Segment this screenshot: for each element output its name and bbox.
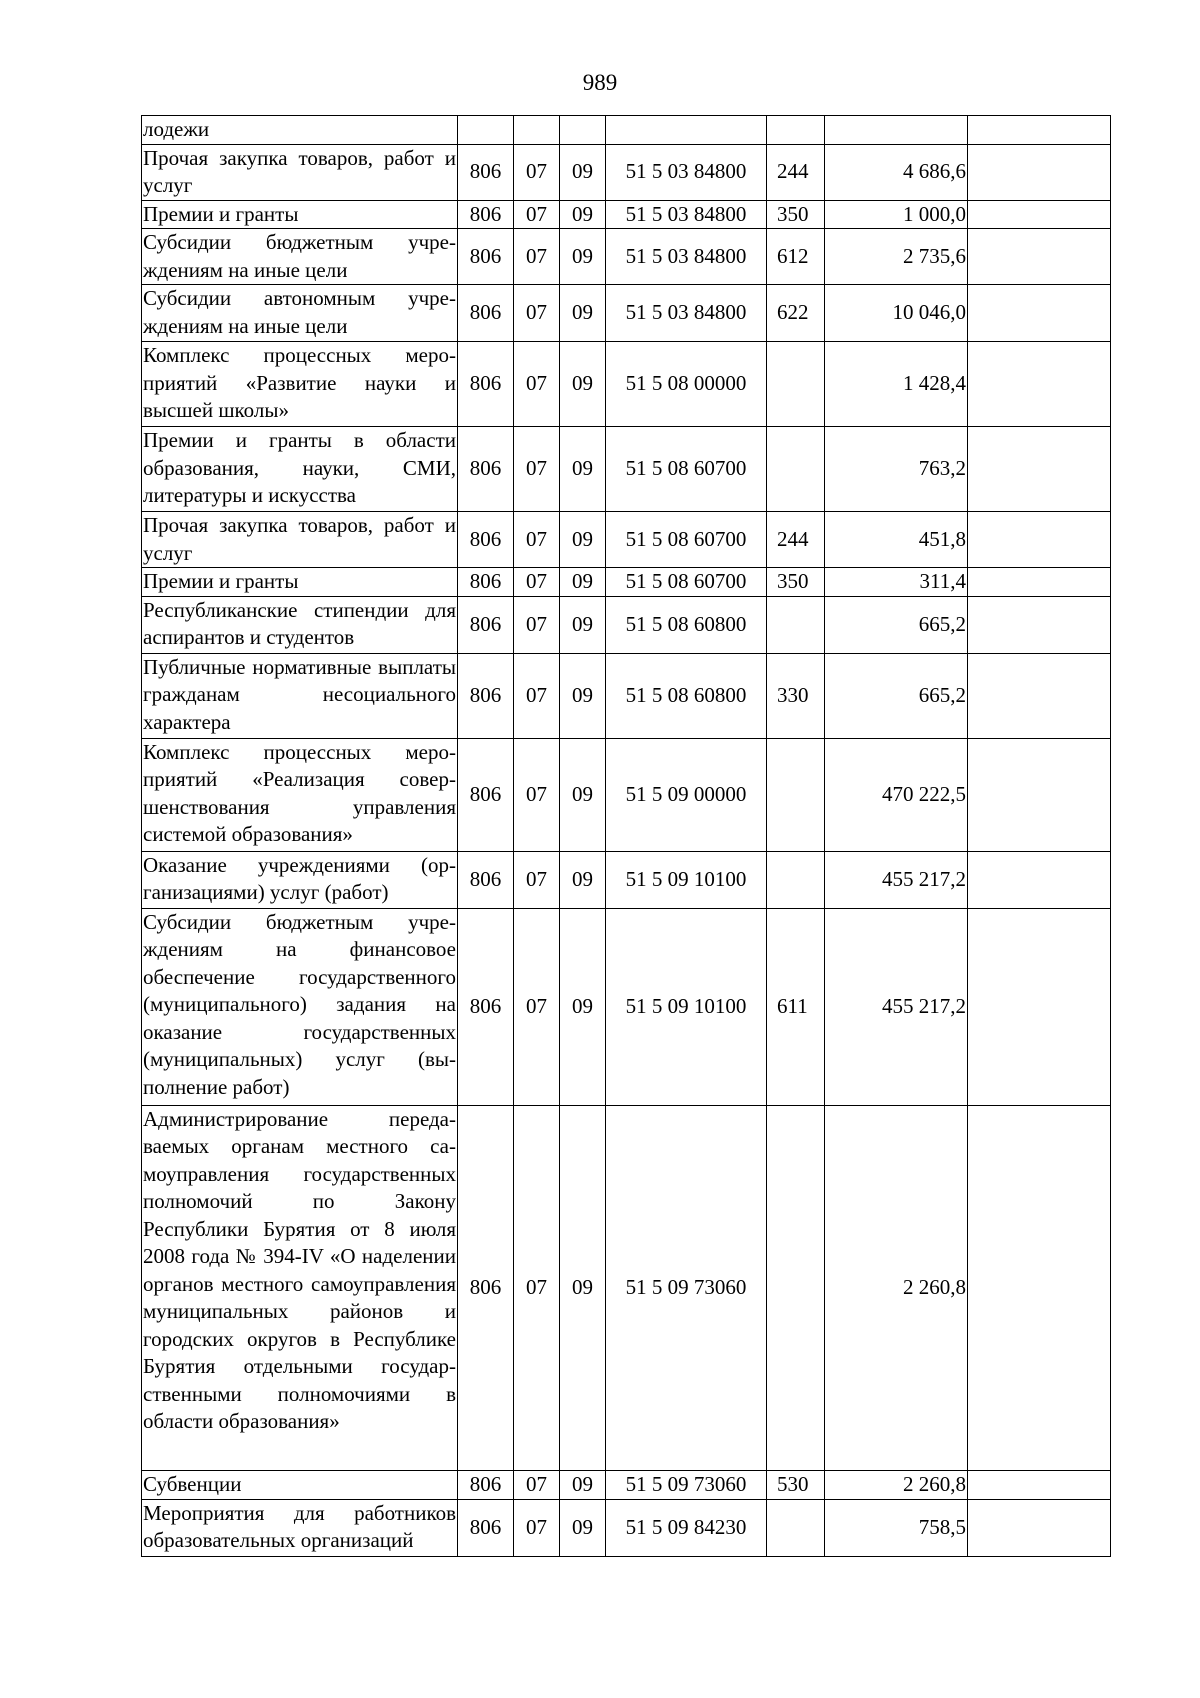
row-section-code: 07 <box>514 427 560 512</box>
row-ministry-code: 806 <box>458 653 514 738</box>
row-name: Администрирование передаваемых органам местного самоуправления государственных полномочий по Закону Республики Бурятия от 8 июля 2008 года № 394-IV «О наделении органов местного самоуправления муниципальных районов и городских округов в Республике Бурятия отдельными государственными полномочиями в области образования» <box>142 1105 458 1470</box>
row-expense-type: 350 <box>767 200 825 229</box>
row-name: Прочая закупка товаров, работ и услуг <box>142 144 458 200</box>
row-section-code: 07 <box>514 285 560 342</box>
table-row <box>142 1470 1111 1499</box>
row-extra <box>968 200 1111 229</box>
row-amount: 455 217,2 <box>825 851 968 908</box>
row-target-article: 51 5 03 84800 <box>606 144 767 200</box>
row-ministry-code: 806 <box>458 851 514 908</box>
row-name: лодежи <box>142 116 458 145</box>
row-target-article: 51 5 09 10100 <box>606 908 767 1105</box>
row-target-article: 51 5 09 10100 <box>606 851 767 908</box>
table-row <box>142 851 1111 908</box>
row-ministry-code: 806 <box>458 568 514 597</box>
row-subsection-code: 09 <box>560 285 606 342</box>
row-extra <box>968 568 1111 597</box>
row-subsection-code: 09 <box>560 1105 606 1470</box>
row-expense-type: 612 <box>767 229 825 285</box>
row-expense-type: 611 <box>767 908 825 1105</box>
row-expense-type: 530 <box>767 1470 825 1499</box>
row-amount: 758,5 <box>825 1499 968 1556</box>
row-target-article: 51 5 09 00000 <box>606 738 767 851</box>
row-extra <box>968 1499 1111 1556</box>
row-subsection-code: 09 <box>560 512 606 568</box>
row-subsection-code: 09 <box>560 427 606 512</box>
row-target-article: 51 5 03 84800 <box>606 285 767 342</box>
row-name: Комплекс процессных мероприятий «Реализация совершенствования управления системой образования» <box>142 738 458 851</box>
row-subsection-code: 09 <box>560 200 606 229</box>
row-amount: 665,2 <box>825 596 968 653</box>
row-amount: 2 260,8 <box>825 1105 968 1470</box>
row-expense-type <box>767 427 825 512</box>
row-section-code: 07 <box>514 1470 560 1499</box>
row-name: Премии и гранты <box>142 200 458 229</box>
table-row <box>142 427 1111 512</box>
row-subsection-code <box>560 116 606 145</box>
row-section-code: 07 <box>514 1105 560 1470</box>
row-expense-type <box>767 1105 825 1470</box>
table-row <box>142 229 1111 285</box>
row-extra <box>968 738 1111 851</box>
row-name: Субсидии бюджетным учреждениям на финансовое обеспечение государственного (муниципального) задания на оказание государственных (муниципальных) услуг (выполнение работ) <box>142 908 458 1105</box>
row-extra <box>968 1470 1111 1499</box>
table-row <box>142 1105 1111 1470</box>
row-section-code <box>514 116 560 145</box>
row-name: Субсидии автономным учреждениям на иные цели <box>142 285 458 342</box>
row-amount: 311,4 <box>825 568 968 597</box>
row-name: Премии и гранты в области образования, науки, СМИ, литературы и искусства <box>142 427 458 512</box>
table-row <box>142 653 1111 738</box>
row-section-code: 07 <box>514 144 560 200</box>
row-subsection-code: 09 <box>560 342 606 427</box>
row-target-article: 51 5 08 60700 <box>606 427 767 512</box>
table-row <box>142 1499 1111 1556</box>
row-name: Публичные нормативные выплаты гражданам несоциального характера <box>142 653 458 738</box>
row-subsection-code: 09 <box>560 568 606 597</box>
row-target-article: 51 5 03 84800 <box>606 229 767 285</box>
row-section-code: 07 <box>514 653 560 738</box>
row-ministry-code: 806 <box>458 342 514 427</box>
row-amount: 1 428,4 <box>825 342 968 427</box>
row-subsection-code: 09 <box>560 144 606 200</box>
row-section-code: 07 <box>514 342 560 427</box>
row-name: Оказание учреждениями (организациями) услуг (работ) <box>142 851 458 908</box>
row-amount: 665,2 <box>825 653 968 738</box>
row-section-code: 07 <box>514 596 560 653</box>
row-name: Субвенции <box>142 1470 458 1499</box>
row-target-article: 51 5 03 84800 <box>606 200 767 229</box>
row-target-article: 51 5 08 60700 <box>606 512 767 568</box>
row-amount: 2 735,6 <box>825 229 968 285</box>
row-name: Комплекс процессных мероприятий «Развитие науки и высшей школы» <box>142 342 458 427</box>
row-extra <box>968 512 1111 568</box>
table-row <box>142 144 1111 200</box>
row-subsection-code: 09 <box>560 738 606 851</box>
row-extra <box>968 851 1111 908</box>
row-subsection-code: 09 <box>560 1499 606 1556</box>
page-number: 989 <box>582 70 618 95</box>
row-target-article: 51 5 09 84230 <box>606 1499 767 1556</box>
row-expense-type: 330 <box>767 653 825 738</box>
row-extra <box>968 596 1111 653</box>
row-target-article: 51 5 09 73060 <box>606 1105 767 1470</box>
table-row <box>142 596 1111 653</box>
row-expense-type <box>767 342 825 427</box>
table-row <box>142 116 1111 145</box>
row-name: Республиканские стипендии для аспирантов и студентов <box>142 596 458 653</box>
row-amount: 10 046,0 <box>825 285 968 342</box>
row-extra <box>968 285 1111 342</box>
row-name: Субсидии бюджетным учреждениям на иные цели <box>142 229 458 285</box>
row-subsection-code: 09 <box>560 229 606 285</box>
budget-table <box>141 115 1111 1557</box>
row-section-code: 07 <box>514 1499 560 1556</box>
row-target-article <box>606 116 767 145</box>
row-amount: 763,2 <box>825 427 968 512</box>
table-row <box>142 200 1111 229</box>
row-ministry-code: 806 <box>458 596 514 653</box>
row-ministry-code: 806 <box>458 1105 514 1470</box>
row-ministry-code: 806 <box>458 512 514 568</box>
row-section-code: 07 <box>514 568 560 597</box>
row-amount: 4 686,6 <box>825 144 968 200</box>
row-section-code: 07 <box>514 200 560 229</box>
row-name: Премии и гранты <box>142 568 458 597</box>
row-extra <box>968 342 1111 427</box>
table-row <box>142 342 1111 427</box>
row-ministry-code: 806 <box>458 427 514 512</box>
row-extra <box>968 144 1111 200</box>
table-row <box>142 908 1111 1105</box>
table-row <box>142 285 1111 342</box>
row-target-article: 51 5 08 60800 <box>606 653 767 738</box>
row-extra <box>968 908 1111 1105</box>
table-body <box>142 116 1111 1557</box>
row-subsection-code: 09 <box>560 1470 606 1499</box>
row-expense-type <box>767 738 825 851</box>
row-extra <box>968 427 1111 512</box>
row-ministry-code: 806 <box>458 908 514 1105</box>
row-ministry-code: 806 <box>458 1499 514 1556</box>
row-subsection-code: 09 <box>560 653 606 738</box>
table-row <box>142 568 1111 597</box>
row-section-code: 07 <box>514 908 560 1105</box>
row-ministry-code: 806 <box>458 285 514 342</box>
row-ministry-code: 806 <box>458 738 514 851</box>
row-amount <box>825 116 968 145</box>
row-expense-type <box>767 851 825 908</box>
table-row <box>142 512 1111 568</box>
row-amount: 451,8 <box>825 512 968 568</box>
row-amount: 470 222,5 <box>825 738 968 851</box>
row-section-code: 07 <box>514 738 560 851</box>
row-amount: 2 260,8 <box>825 1470 968 1499</box>
row-name: Прочая закупка товаров, работ и услуг <box>142 512 458 568</box>
row-expense-type: 622 <box>767 285 825 342</box>
row-ministry-code <box>458 116 514 145</box>
row-expense-type <box>767 1499 825 1556</box>
row-extra <box>968 116 1111 145</box>
row-expense-type: 244 <box>767 512 825 568</box>
row-expense-type: 244 <box>767 144 825 200</box>
row-extra <box>968 229 1111 285</box>
row-section-code: 07 <box>514 851 560 908</box>
row-subsection-code: 09 <box>560 908 606 1105</box>
row-target-article: 51 5 08 60800 <box>606 596 767 653</box>
row-subsection-code: 09 <box>560 851 606 908</box>
row-expense-type <box>767 116 825 145</box>
row-ministry-code: 806 <box>458 144 514 200</box>
row-name: Мероприятия для работников образовательных организаций <box>142 1499 458 1556</box>
row-section-code: 07 <box>514 512 560 568</box>
row-target-article: 51 5 08 00000 <box>606 342 767 427</box>
row-ministry-code: 806 <box>458 200 514 229</box>
row-expense-type <box>767 596 825 653</box>
row-amount: 455 217,2 <box>825 908 968 1105</box>
row-subsection-code: 09 <box>560 596 606 653</box>
row-section-code: 07 <box>514 229 560 285</box>
row-extra <box>968 653 1111 738</box>
row-target-article: 51 5 09 73060 <box>606 1470 767 1499</box>
row-target-article: 51 5 08 60700 <box>606 568 767 597</box>
row-ministry-code: 806 <box>458 1470 514 1499</box>
row-amount: 1 000,0 <box>825 200 968 229</box>
row-expense-type: 350 <box>767 568 825 597</box>
row-extra <box>968 1105 1111 1470</box>
row-ministry-code: 806 <box>458 229 514 285</box>
table-row <box>142 738 1111 851</box>
